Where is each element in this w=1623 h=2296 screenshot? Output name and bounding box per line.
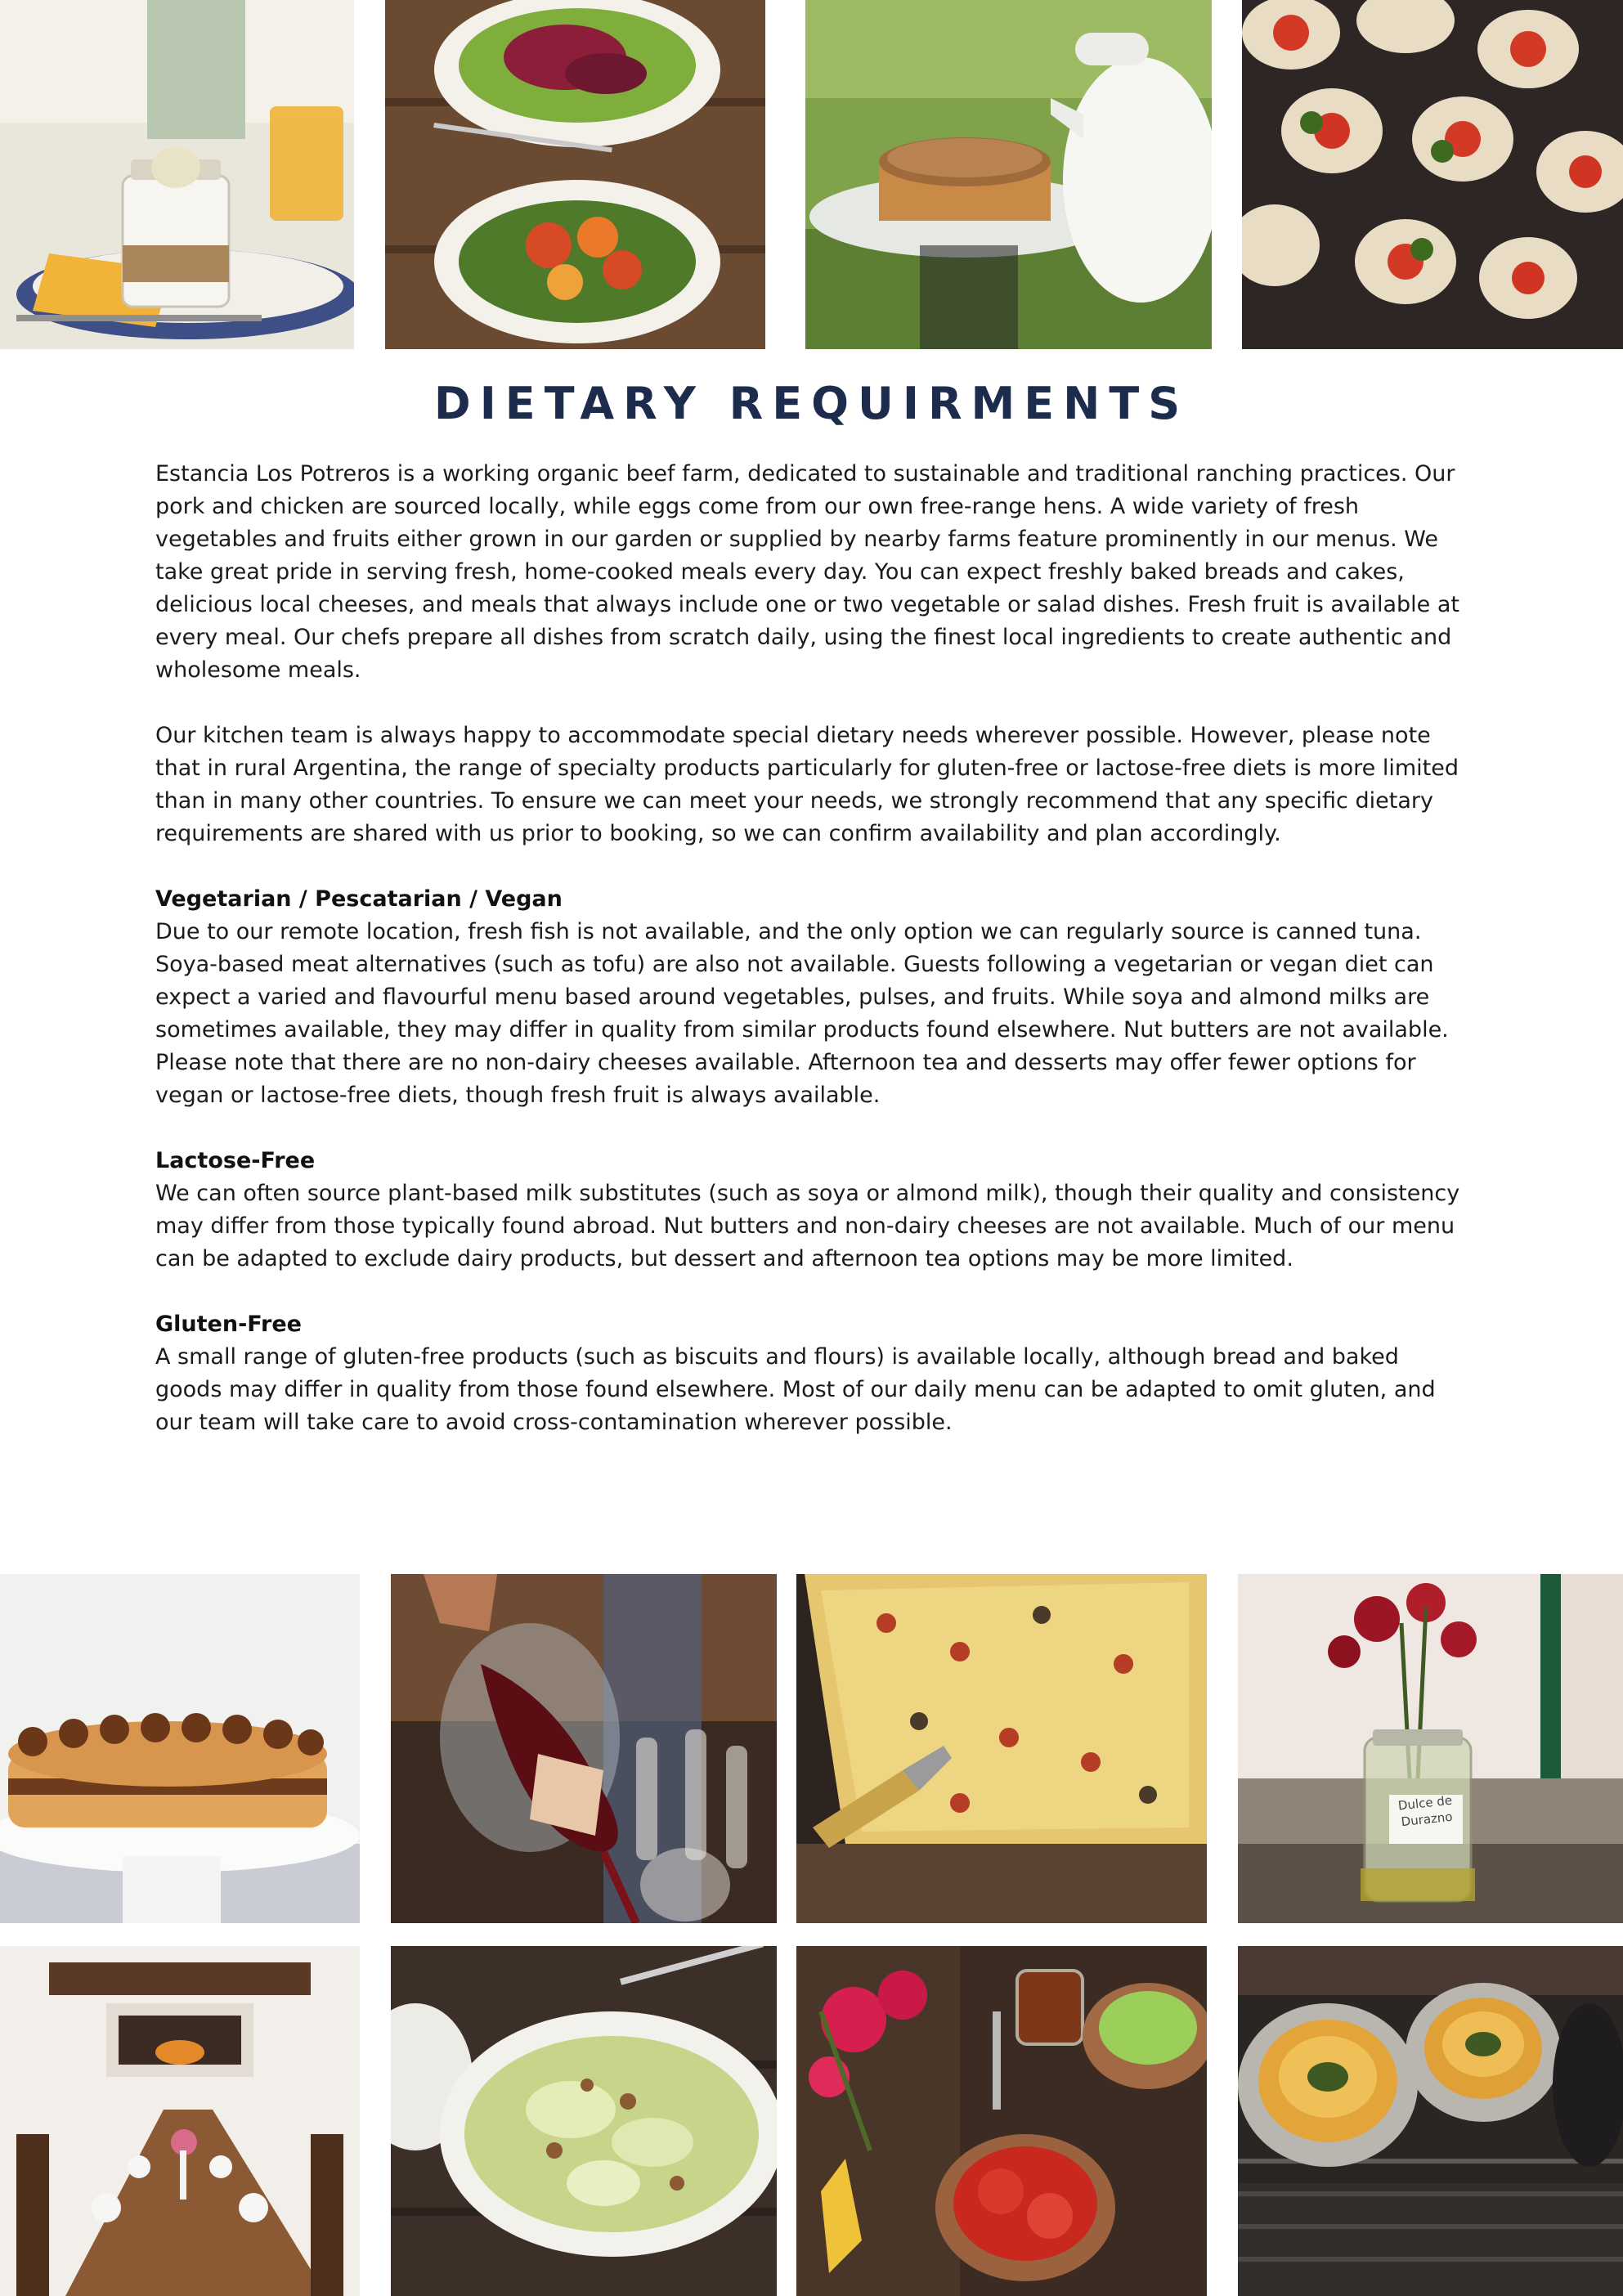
section-vegetarian: [155, 883, 1472, 1112]
main-content: [155, 458, 1472, 1472]
photo-layered-cake: [0, 1574, 360, 1923]
section-lactose-free: [155, 1145, 1472, 1276]
jam-jar-label: Dulce de Durazno: [1397, 1792, 1454, 1830]
section-body: We can often source plant-based milk substitutes (such as soya or almond milk), though their quality and consistency may differ from those typically found abroad. Nut butters and non-dairy cheeses are not available. Much of our menu can be adapted to exclude dairy products, but dessert and afternoon tea options may be more limited.: [155, 1181, 1460, 1271]
section-gluten-free: [155, 1308, 1472, 1439]
photo-parfait-jar: [0, 0, 354, 349]
photo-dining-table: [0, 1946, 360, 2296]
section-heading: Lactose-Free: [155, 1148, 316, 1173]
intro-paragraph-1: Estancia Los Potreros is a working organic beef farm, dedicated to sustainable and traditional ranching practices. Our pork and chicken are sourced locally, while eggs come from our own free-range hens. A wide variety of fresh vegetables and fruits either grown in our garden or supplied by nearby farms feature prominently in our menus. We take great pride in serving fresh, home-cooked meals every day. You can expect freshly baked breads and cakes, delicious local cheeses, and meals that always include one or two vegetable or salad dishes. Fresh fruit is available at every meal. Our chefs prepare all dishes from scratch daily, using the finest local ingredients to create authentic and wholesome meals.: [155, 461, 1459, 683]
photo-quiches-grill: [1238, 1946, 1623, 2296]
section-heading: Vegetarian / Pescatarian / Vegan: [155, 886, 563, 912]
section-body: Due to our remote location, fresh fish is not available, and the only option we can regularly source is canned tuna. Soya-based meat alternatives (such as tofu) are also not available. Guests following a vegetarian or vegan diet can expect a varied and flavourful menu based around vegetables, pulses, and fruits. While soya and almond milks are sometimes available, they may differ in quality from similar products found elsewhere. Nut butters are not available. Please note that there are no non-dairy cheeses available. Afternoon tea and desserts may offer fewer options for vegan or lactose-free diets, though fresh fruit is always available.: [155, 919, 1449, 1108]
photo-wine-decanter: [391, 1574, 777, 1923]
photo-apple-salad: [391, 1946, 777, 2296]
page-title: DIETARY REQUIRMENTS: [433, 378, 1190, 429]
photo-focaccia: [796, 1574, 1207, 1923]
section-heading: Gluten-Free: [155, 1312, 302, 1337]
section-body: A small range of gluten-free products (such as biscuits and flours) is available locally, although bread and baked goods may differ in quality from those found elsewhere. Most of our daily menu can be adapted to omit gluten, and our team will take care to avoid cross-contamination wherever possible.: [155, 1344, 1436, 1435]
photo-flowers-jam-jar: [1238, 1574, 1623, 1923]
photo-grilled-flatbreads: [1242, 0, 1623, 349]
photo-cake-teapot: [805, 0, 1212, 349]
photo-tomato-table: [796, 1946, 1207, 2296]
intro-paragraph-2: Our kitchen team is always happy to accommodate special dietary needs wherever possible. However, please note that in rural Argentina, the range of specialty products particularly for gluten-free or lactose-free diets is more limited than in many other countries. To ensure we can meet your needs, we strongly recommend that any specific dietary requirements are shared with us prior to booking, so we can confirm availability and plan accordingly.: [155, 723, 1459, 846]
photo-two-salads: [385, 0, 765, 349]
